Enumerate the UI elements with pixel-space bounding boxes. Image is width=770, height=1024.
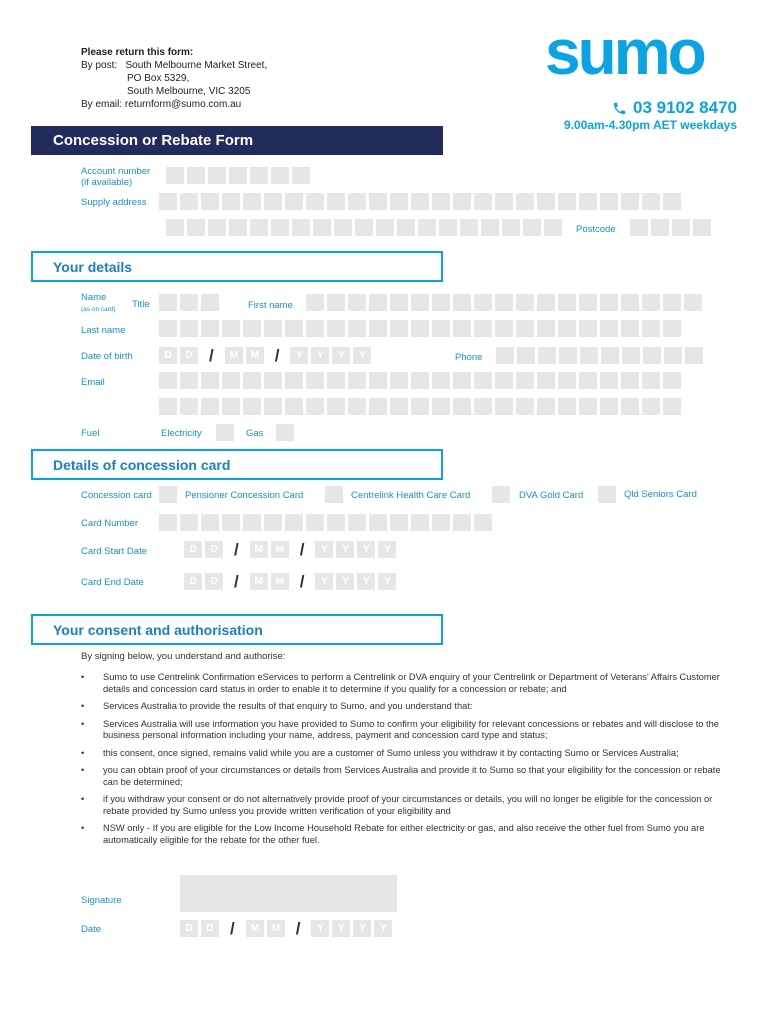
- dva-gold-checkbox[interactable]: [492, 486, 510, 503]
- title-label: Title: [132, 299, 150, 310]
- gas-label: Gas: [246, 428, 264, 439]
- list-item: • Services Australia to provide the results of that enquiry to Sumo, and you understand that:: [81, 701, 721, 713]
- gas-checkbox[interactable]: [276, 424, 294, 441]
- account-number-label: Account number (if available): [81, 166, 151, 188]
- card-start-label: Card Start Date: [81, 546, 147, 557]
- dob-label: Date of birth: [81, 351, 133, 362]
- email-label: By email:: [81, 99, 123, 110]
- return-heading: Please return this form:: [81, 47, 194, 58]
- concession-heading: Details of concession card: [31, 449, 443, 480]
- postcode-label: Postcode: [576, 224, 616, 235]
- sumo-logo: sumo: [545, 16, 704, 88]
- fuel-label: Fuel: [81, 428, 100, 439]
- title-field[interactable]: [159, 294, 219, 311]
- electricity-checkbox[interactable]: [216, 424, 234, 441]
- qld-seniors-checkbox[interactable]: [598, 486, 616, 503]
- phone-label: Phone: [455, 352, 483, 363]
- phone-field[interactable]: [496, 347, 703, 364]
- office-hours: 9.00am-4.30pm AET weekdays: [564, 118, 737, 132]
- health-care-checkbox[interactable]: [325, 486, 343, 503]
- supply-address-field-2[interactable]: [166, 219, 562, 236]
- return-instructions: [81, 46, 267, 111]
- health-care-label: Centrelink Health Care Card: [351, 490, 471, 501]
- dob-field[interactable]: D D / M M / Y Y Y Y: [159, 347, 371, 364]
- first-name-field[interactable]: [306, 294, 702, 311]
- name-label: Name (as on card): [81, 292, 116, 313]
- consent-intro: By signing below, you understand and authorise:: [81, 651, 286, 662]
- qld-seniors-label: Qld Seniors Card: [624, 489, 697, 500]
- postcode-field[interactable]: [630, 219, 711, 236]
- last-name-field[interactable]: [159, 320, 681, 337]
- return-email[interactable]: returnform@sumo.com.au: [124, 99, 242, 110]
- concession-card-label: Concession card: [81, 490, 152, 501]
- phone-contact[interactable]: [612, 98, 737, 118]
- list-item: • if you withdraw your consent or do not alternatively provide proof of your circumstances or details, you will no longer be eligible for the concession or rebate provided by Sumo unless you provide written verification of your eligibility and: [81, 794, 721, 817]
- card-number-label: Card Number: [81, 518, 139, 529]
- signature-date-field[interactable]: D D / M M / Y Y Y Y: [180, 920, 392, 937]
- list-item: • Sumo to use Centrelink Confirmation eServices to perform a Centrelink or DVA enquiry of your Centrelink or Department of Veterans' Affairs Customer details and concession card status in order to enable it to determine if you qualify for a concession or rebate; and: [81, 672, 721, 695]
- email-field-2[interactable]: [159, 398, 681, 415]
- last-name-label: Last name: [81, 325, 126, 336]
- email-field-1[interactable]: [159, 372, 681, 389]
- account-number-field[interactable]: [166, 167, 310, 184]
- signature-field[interactable]: [180, 875, 397, 912]
- list-item: • Services Australia will use information you have provided to Sumo to confirm your eligibility for relevant concessions or rebates and will disclose to the business personal information including your name, address, payment and concession card type and status;: [81, 719, 721, 742]
- first-name-label: First name: [248, 300, 293, 311]
- card-end-label: Card End Date: [81, 577, 144, 588]
- list-item: • you can obtain proof of your circumstances or details from Services Australia and provide it to Sumo so that your eligibility for the concession or rebate can be determined;: [81, 765, 721, 788]
- list-item: • NSW only - If you are eligible for the Low Income Household Rebate for either electricity or gas, and also receive the other fuel from Sumo you are automatically eligible for the rebate for the other fuel.: [81, 823, 721, 846]
- pensioner-checkbox[interactable]: [159, 486, 177, 503]
- pensioner-label: Pensioner Concession Card: [185, 490, 304, 501]
- supply-address-field-1[interactable]: [159, 193, 681, 210]
- dva-gold-label: DVA Gold Card: [519, 490, 584, 501]
- form-title: Concession or Rebate Form: [31, 126, 443, 155]
- electricity-label: Electricity: [161, 428, 202, 439]
- signature-label: Signature: [81, 895, 122, 906]
- post-label: By post:: [81, 60, 118, 71]
- your-details-heading: Your details: [31, 251, 443, 282]
- list-item: • this consent, once signed, remains valid while you are a customer of Sumo unless you withdraw it by contacting Sumo or Services Australia;: [81, 748, 721, 760]
- phone-number: 03 9102 8470: [633, 98, 737, 117]
- consent-list: [81, 672, 721, 852]
- phone-icon: [612, 101, 627, 116]
- post-line-2: PO Box 5329,: [127, 73, 190, 84]
- supply-address-label: Supply address: [81, 197, 147, 208]
- post-line-3: South Melbourne, VIC 3205: [127, 86, 251, 97]
- card-start-field[interactable]: D D / M M / Y Y Y Y: [184, 541, 396, 558]
- card-end-field[interactable]: D D / M M / Y Y Y Y: [184, 573, 396, 590]
- email-label-field: Email: [81, 377, 105, 388]
- consent-heading: Your consent and authorisation: [31, 614, 443, 645]
- date-label: Date: [81, 924, 102, 935]
- card-number-field[interactable]: [159, 514, 492, 531]
- post-line-1: South Melbourne Market Street,: [125, 60, 268, 71]
